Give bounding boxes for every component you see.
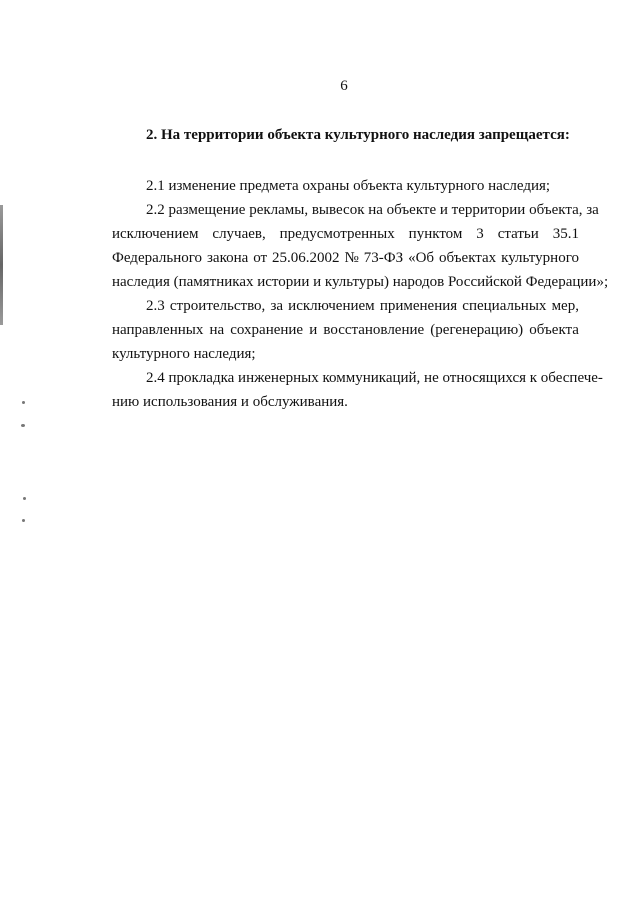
scan-edge-artifact — [0, 205, 3, 325]
word: от — [253, 250, 268, 266]
scan-speck — [22, 519, 25, 522]
word: № — [344, 250, 359, 266]
word: 2.3 — [146, 298, 165, 314]
word: строительство, — [169, 298, 266, 314]
word: направленных — [112, 322, 204, 338]
word: случаев, — [212, 226, 266, 242]
list-item-2-2-line-3 — [112, 246, 579, 270]
list-item-2-3-line-2 — [112, 318, 579, 342]
word: и — [309, 322, 318, 338]
list-item-text: 2.4 прокладка инженерных коммуникаций, не относящихся к обеспече- — [146, 370, 603, 386]
list-item-text: 2.2 размещение рекламы, вывесок на объекте и территории объекта, за — [146, 202, 599, 218]
word: объекта — [529, 322, 579, 338]
list-item-2-1 — [146, 174, 550, 198]
word: объектах — [439, 250, 497, 266]
word: восстановление — [323, 322, 425, 338]
section-heading: 2. На территории объекта культурного наследия запрещается: — [146, 127, 570, 143]
list-item-text: наследия (памятниках истории и культуры) народов Российской Федерации»; — [112, 274, 609, 290]
page-number: 6 — [340, 78, 348, 94]
word: закона — [206, 250, 249, 266]
word: 35.1 — [552, 226, 579, 242]
list-item-2-2-line-4 — [112, 270, 608, 294]
list-item-2-4-line-2 — [112, 390, 348, 414]
word: за — [270, 298, 284, 314]
word: 73-ФЗ — [363, 250, 404, 266]
word: предусмотренных — [279, 226, 395, 242]
word: статьи — [497, 226, 539, 242]
word: исключением — [112, 226, 199, 242]
word: мер, — [551, 298, 579, 314]
word: специальных — [462, 298, 547, 314]
word: исключением — [288, 298, 375, 314]
scan-speck — [22, 401, 25, 404]
list-item-text: нию использования и обслуживания. — [112, 394, 348, 410]
list-item-2-2-line-2 — [112, 222, 579, 246]
list-item-2-3-line-1 — [146, 294, 579, 318]
word: 3 — [476, 226, 484, 242]
list-item-2-3-line-3 — [112, 342, 256, 366]
word: 25.06.2002 — [272, 250, 340, 266]
scan-speck — [21, 424, 25, 427]
word: применения — [379, 298, 458, 314]
word: на — [209, 322, 225, 338]
list-item-text: 2.1 изменение предмета охраны объекта культурного наследия; — [146, 178, 551, 194]
word: культурного — [501, 250, 579, 266]
list-item-2-2-line-1 — [146, 198, 599, 222]
list-item-text: культурного наследия; — [112, 346, 256, 362]
word: Федерального — [112, 250, 203, 266]
list-item-2-4-line-1 — [146, 366, 603, 390]
word: (регенерацию) — [430, 322, 524, 338]
word: «Об — [408, 250, 435, 266]
word: пунктом — [408, 226, 463, 242]
word: сохранение — [230, 322, 304, 338]
scan-speck — [23, 497, 26, 500]
